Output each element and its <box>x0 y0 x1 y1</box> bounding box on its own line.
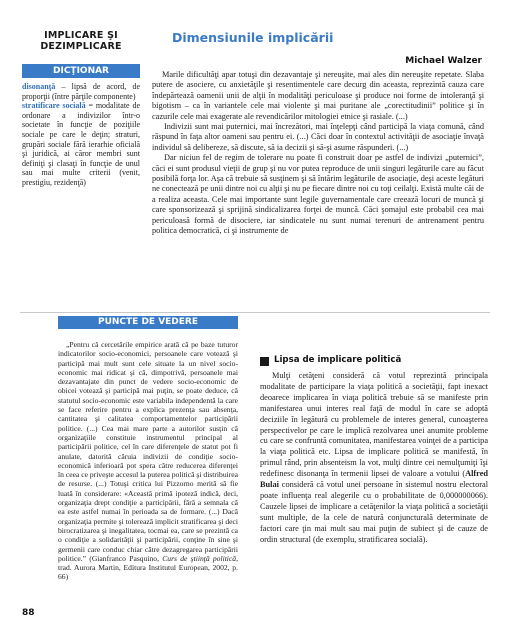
section-marker-icon <box>260 357 269 366</box>
dictionary-entry <box>22 101 140 187</box>
sidebar-title <box>22 30 140 52</box>
quote-text: „Pentru că cercetările empirice arată că pe baze tuturor indicatorilor socio-economici, persoanele care votează şi participă mai mult sunt cele situate la un nivel socio-economic mai ridicat şi că, dimpotrivă, persoanele mai dezavantajate din punct de vedere socio-economic de obicei votează şi participă mai puţin, se poate deduce, că statutul socio-economic este variabila independentă la care se face referire pentru a explica prezenţa sau absenţa, cantitatea şi calitatea comportamentelor participării politice. (...) Cea mai mare parte a autorilor susţin că organizaţiile constituie instrumentul principal al participării politice, cel în care diferenţele de statut pot fi anulate, datorită căruia indivizii de condiţie socio-economică inferioară pot spera către reducerea diferenţei în ceea ce priveşte accesul la puterea politică şi distribuirea de resurse. (...) Totuşi critica lui Pizzorno merită să fie luată în considerare: «Această primă ipoteză indică, deci, organizaţia drept condiţie a participării, fără a semnala că ea este astfel numai în perioada sa de formare. (...) Dacă organizaţia permite şi tolerează implicit stratificarea şi deci birocratizarea şi inegalitatea, tocmai ea, care se prezintă ca o condiţie a solidarităţii şi participării, conţine în sine şi germenii care conduc chiar către dezagregarea participării politice.” (Gianfranco Pasquino, <box>58 340 238 563</box>
section-body <box>260 371 488 546</box>
quote-source-rest: , trad. Aurora Martin, Editura Institutul European, 2002, p. 66) <box>58 553 238 582</box>
viewpoints-heading: PUNCTE DE VEDERE <box>58 316 238 329</box>
dictionary-entry <box>22 82 140 101</box>
page-number: 88 <box>22 608 35 618</box>
article-paragraph: Indivizii sunt mai puternici, mai încrezători, mai înţelepţi când participă la viaţa comună, când răspund în faţa altor oameni sau pentru ei. (...) Căci doar în contextul activităţii de asociaţie învaţă individul să delibereze, să discute, să ia decizii şi să-şi asume răspunderi. (...) <box>152 122 484 152</box>
dictionary-definition: – lipsă de acord, de proporţii (între părţile componente) <box>22 82 140 101</box>
section-divider <box>20 312 490 313</box>
sidebar-title-line1: IMPLICARE ŞI <box>44 30 118 41</box>
dictionary-heading: DICŢIONAR <box>22 64 140 78</box>
dictionary-term: stratificare socială <box>22 101 86 111</box>
dictionary-term: disonanţă <box>22 82 56 91</box>
article-title: Dimensiunile implicării <box>172 30 334 45</box>
section-title: Lipsa de implicare politică <box>274 355 402 365</box>
article-paragraph: Dar niciun fel de regim de tolerare nu poate fi construit doar pe astfel de indivizi „puternici”, căci ei sunt produsul vieţii de grup şi nu vor putea reproduce de unii singuri legăturile care au făcut posibilă forţa lor. Aşa că trebuie să susţinem şi să întărim legăturile de asociaţie, deşi aceste legături ne conectează pe unii dintre noi cu alţii şi nu pe fiecare dintre noi cu toţi ceilalţi. Există multe căi de a realiza aceasta. Cele mai importante sunt legile guvernamentale care creează locuri de muncă şi care sponsorizează şi sprijină sindicalizarea forţei de muncă. Căci şomajul este probabil cea mai periculoasă formă de disociere, iar sindicatele nu sunt numai terenuri de antrenament pentru politica democratică, ci şi instrumente de <box>152 153 484 236</box>
dictionary-definition: = modalitate de ordonare a indivizilor într-o societate în funcţie de poziţiile sociale pe care le deţin; straturi, grupări sociale fără ierarhie oficială şi juridică, ai căror membri sunt definiţi şi clasaţi în funcţie de unul sau mai multe criterii (venit, prestigiu, rezidenţă) <box>22 101 141 187</box>
section-text: Mulţi cetăţeni consideră că votul reprezintă principala modalitate de participare la viaţa politică a societăţii, fapt inexact deoarece implicarea în viaţa politică trebuie să se manifeste prin manifestarea unui interes real faţă de modul în care se adoptă deciziile în legătură cu problemele de interes general, cunoaşterea perspectivelor pe care le implică rezolvarea unei anumite probleme cu care se confruntă comunitatea, manifestarea voinţei de a participa la viaţa politică etc. Lipsa de implicare politică se manifestă, în primul rând, prin absenteism la vot, mulţi dintre cei nemulţumiţi îşi redefinesc disonanţa în termenii lipsei de valoare a votului ( <box>260 371 488 479</box>
viewpoints-quote <box>58 340 238 582</box>
article-body <box>152 70 484 237</box>
article-author: Michael Walzer <box>405 56 482 66</box>
article-paragraph: Marile dificultăţi apar totuşi din dezavantaje şi nereuşite, mai ales din nereuşite repetate. Slaba putere de asociere, cu anxietăţile şi resentimentele care decurg din aceasta, reprezintă cauza care îndepărtează oamenii unii de alţii în modalităţi periculoase şi produce noi forme de intoleranţă şi bigotism – ca în variantele cele mai violente şi mai puritane ale „corectitudinii” politice şi în cazurile cele mai exagerate ale revendicărilor mitologiei etnice şi rasiale. (...) <box>152 70 484 121</box>
section-text-rest: consideră că votul unei persoane în sistemul nostru electoral poate influenţa real alegerile cu o probabilitate de 0,000000066). Cauzele lipsei de implicare a cetăţenilor la viaţa politică a societăţii sunt multiple, de la cele de natură conjuncturală determinate de factori care ţin mai mult sau mai puţin de subiect şi de cauze de ordin structural (de exemplu, stratificarea socială). <box>260 480 488 544</box>
section-text-bold: Alfred Bulai <box>260 469 488 490</box>
quote-source-title: Curs de ştiinţă politică <box>162 553 237 563</box>
sidebar-title-line2: DEZIMPLICARE <box>40 41 122 52</box>
dictionary-body <box>22 82 140 188</box>
